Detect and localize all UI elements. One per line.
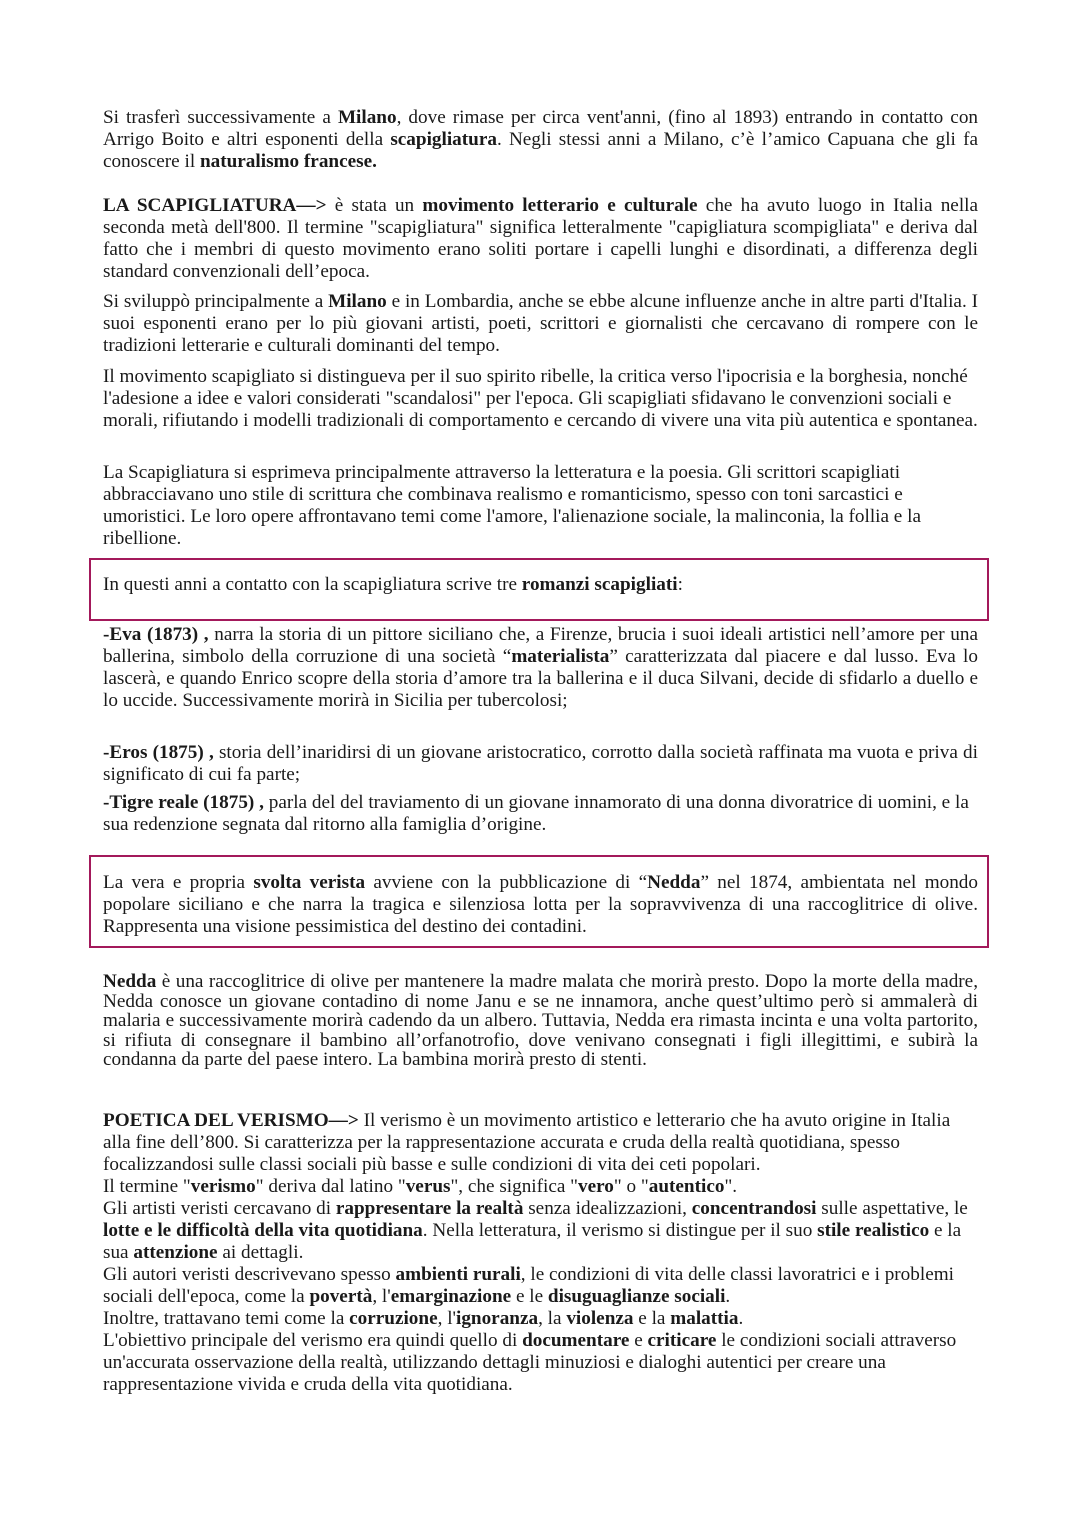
bold-text: disuguaglianze sociali (547, 1286, 726, 1307)
svolta-verista-paragraph (103, 872, 978, 938)
body-text: , l' (372, 1286, 391, 1307)
intro-bold-scapigliatura: scapigliatura (390, 129, 497, 150)
bold-text: ignoranza (455, 1308, 539, 1329)
body-text: e (629, 1330, 648, 1351)
intro-bold-naturalismo: naturalismo francese. (199, 151, 377, 172)
body-text: narra la storia di un pittore siciliano che, a Firenze, brucia i suoi ideali artistici nell’amore per una ballerina, simbolo della corruzione di una società “ (103, 624, 979, 667)
body-text: storia dell’inaridirsi di un giovane aristocratico, corrotto dalla società raffinata ma vuota e priva di significato di cui fa parte; (103, 742, 978, 785)
verismo-heading: POETICA DEL VERISMO—> (103, 1110, 359, 1131)
bold-text: vero (578, 1176, 614, 1197)
body-text: La vera e propria (103, 872, 254, 893)
verismo-line-6 (103, 1330, 978, 1396)
verismo-line-4 (103, 1264, 978, 1308)
body-text: , le condizioni di vita delle classi lavoratrici e i problemi sociali dell'epoca, come la (103, 1264, 954, 1307)
scapigliatura-heading: LA SCAPIGLIATURA—> (103, 195, 327, 216)
bold-text: rappresentare la realtà (335, 1198, 524, 1219)
body-text: L'obiettivo principale del verismo era quindi quello di (103, 1330, 523, 1351)
bold-text: violenza (566, 1308, 634, 1329)
body-text: e la sua (103, 1220, 962, 1263)
body-text: e in Lombardia, anche se ebbe alcune influenze anche in altre parti d'Italia. I suoi esponenti erano per lo più giovani artisti, poeti, scrittori e giornalisti che cercavano di rompere con le tradizioni letterarie e culturali dominanti del tempo. (103, 291, 978, 356)
bold-text: documentare (522, 1330, 630, 1351)
body-text: . (738, 1308, 744, 1329)
novel-title-eros: -Eros (1875) , (103, 742, 214, 763)
body-text: è una raccoglitrice di olive per mantenere la madre malata che morirà presto. Dopo la morte della madre, Nedda conosce un giovane contadino di nome Janu e se ne innamora, anche quest’ultimo però si ammalerà di malaria e successivamente morirà cadendo da un albero. Tuttavia, Nedda era rimasta incinta e una volta partorito, si rifiuta di consegnare il bambino all’orfanotrofio, dove venivano consegnati i figli illegittimi, e subirà la condanna da parte del paese intero. La bambina morirà presto di stenti. (103, 971, 978, 1070)
bold-text: lotte e le difficoltà della vita quotidiana (103, 1220, 423, 1241)
body-text: . Nella letteratura, il verismo si distingue per il suo (422, 1220, 818, 1241)
bold-text: criticare (647, 1330, 717, 1351)
scapigliatura-paragraph-1 (103, 195, 978, 283)
verismo-section (103, 1110, 978, 1396)
body-text: e le (511, 1286, 548, 1307)
novel-title-tigre-reale: -Tigre reale (1875) , (103, 792, 264, 813)
nedda-paragraph (103, 972, 978, 1070)
body-text: ” nel 1874, ambientata nel mondo popolare siciliano e che narra la tragica e silenziosa lotta per la sopravvivenza di una raccoglitrice di olive. Rappresenta una visione pessimistica del destino dei contadini. (103, 872, 978, 937)
bold-text: concentrandosi (691, 1198, 817, 1219)
intro-text: Si trasferì successivamente a (103, 107, 338, 128)
body-text: Il termine " (103, 1176, 191, 1197)
body-text: , l' (437, 1308, 456, 1329)
body-text: avviene con la pubblicazione di “ (365, 872, 648, 893)
body-text: Gli artisti veristi cercavano di (103, 1198, 336, 1219)
body-text: " o " (613, 1176, 649, 1197)
bold-text: svolta verista (253, 872, 366, 893)
intro-paragraph (103, 107, 978, 173)
body-text: , la (538, 1308, 567, 1329)
body-text: ai dettagli. (217, 1242, 304, 1263)
bold-text: malattia (670, 1308, 739, 1329)
bold-text: verus (405, 1176, 451, 1197)
bold-text: Nedda (103, 971, 157, 992)
bold-text: materialista (511, 646, 610, 667)
body-text: : (677, 574, 683, 595)
verismo-line-1 (103, 1110, 978, 1176)
novel-tigre-reale (103, 792, 978, 836)
body-text: Si sviluppò principalmente a (103, 291, 329, 312)
verismo-line-5 (103, 1308, 978, 1330)
bold-text: ambienti rurali (395, 1264, 521, 1285)
body-text: parla del del traviamento di un giovane innamorato di una donna divoratrice di uomini, e la sua redenzione segnata dal ritorno alla famiglia d’origine. (103, 792, 969, 835)
bold-text: Milano (328, 291, 387, 312)
bold-text: Nedda (647, 872, 701, 893)
bold-text: movimento letterario e culturale (422, 195, 698, 216)
scapigliatura-paragraph-3: Il movimento scapigliato si distingueva per il suo spirito ribelle, la critica verso l'ipocrisia e la borghesia, nonché l'adesione a idee e valori considerati "scandalosi" per l'epoca. Gli scapigliati sfidavano le convenzioni sociali e morali, rifiutando i modelli tradizionali di comportamento e cercando di vivere una vita più autentica e spontanea. (103, 366, 978, 431)
body-text: ", che significa " (450, 1176, 579, 1197)
body-text: e la (633, 1308, 671, 1329)
intro-text: . Negli stessi anni a Milano, c’è l’amico Capuana che gli fa conoscere il (103, 129, 978, 172)
bold-text: attenzione (133, 1242, 218, 1263)
body-text: ” caratterizzata dal piacere e dal lusso. Eva lo lascerà, e quando Enrico scopre della storia d’amore tra la ballerina e il duca Silvani, decide di sfidarlo a duello e lo uccide. Successivamente morirà in Sicilia per tubercolosi; (103, 646, 978, 711)
scapigliatura-paragraph-4: La Scapigliatura si esprimeva principalmente attraverso la letteratura e la poesia. Gli scrittori scapigliati abbracciavano uno stile di scrittura che combinava realismo e romanticismo, spesso con toni sarcastici e umoristici. Le loro opere affrontavano temi come l'amore, l'alienazione sociale, la malinconia, la follia e la ribellione. (103, 462, 921, 549)
bold-text: romanzi scapigliati (521, 574, 678, 595)
body-text: ". (724, 1176, 738, 1197)
intro-text: , dove rimase per circa vent'anni, (fino al 1893) entrando in contatto con Arrigo Boito e altri esponenti della (103, 107, 979, 150)
body-text: Inoltre, trattavano temi come la (103, 1308, 350, 1329)
bold-text: povertà (309, 1286, 373, 1307)
bold-text: emarginazione (390, 1286, 512, 1307)
body-text: che ha avuto luogo in Italia nella seconda metà dell'800. Il termine "scapigliatura" significa letteralmente "capigliatura scompigliata" e deriva dal fatto che i membri di questo movimento erano soliti portare i capelli lunghi e disordinati, a differenza degli standard convenzionali dell’epoca. (103, 195, 979, 282)
bold-text: autentico (648, 1176, 725, 1197)
body-text: " deriva dal latino " (255, 1176, 406, 1197)
body-text: senza idealizzazioni, (523, 1198, 692, 1219)
novel-eva (103, 624, 978, 712)
body-text: le condizioni sociali attraverso un'accurata osservazione della realtà, utilizzando dettagli minuziosi e dialoghi autentici per creare una rappresentazione vivida e cruda della vita quotidiana. (103, 1330, 957, 1395)
novel-eros (103, 742, 978, 786)
bold-text: stile realistico (817, 1220, 930, 1241)
bold-text: verismo (190, 1176, 256, 1197)
body-text: è stata un (326, 195, 423, 216)
scapigliatura-paragraph-2 (103, 291, 978, 357)
novel-title-eva: -Eva (1873) , (103, 624, 209, 645)
romanzi-intro (103, 574, 978, 596)
verismo-line-2 (103, 1176, 978, 1198)
body-text: Il verismo è un movimento artistico e letterario che ha avuto origine in Italia alla fine dell’800. Si caratterizza per la rappresentazione accurata e cruda della realtà quotidiana, spesso focalizzandosi sulle classi sociali più basse e sulle condizioni di vita dei ceti popolari. (103, 1110, 951, 1175)
body-text: Gli autori veristi descrivevano spesso (103, 1264, 396, 1285)
verismo-line-3 (103, 1198, 978, 1264)
body-text: . (725, 1286, 731, 1307)
intro-bold-milano: Milano (337, 107, 397, 128)
bold-text: corruzione (349, 1308, 438, 1329)
body-text: In questi anni a contatto con la scapigliatura scrive tre (103, 574, 522, 595)
body-text: sulle aspettative, le (816, 1198, 968, 1219)
